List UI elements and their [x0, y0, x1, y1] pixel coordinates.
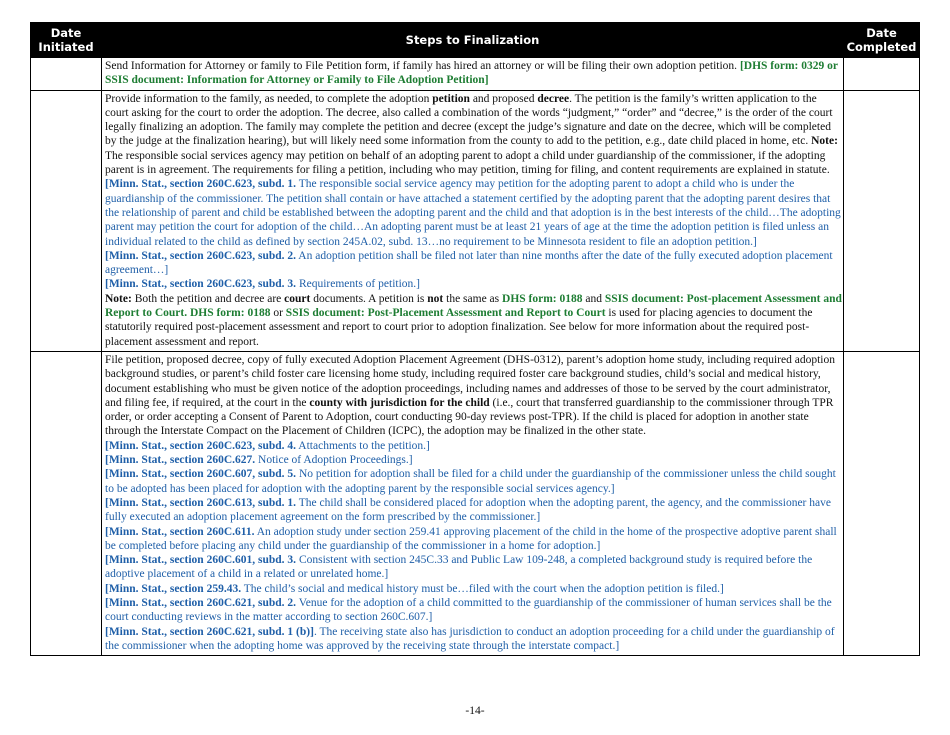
step-paragraph: File petition, proposed decree, copy of fully executed Adoption Placement Agreement (DHS-0312), parent’s adoption home study, including required adoption background studies, or parent’s child foster care licensing home study, including required foster care background studies, child’s social and medical history, document establishing who must be given notice of the adoption proceedings, including names and addresses of those to be served by the court administrator, and filing fee, if required, at the court in the county with jurisdiction for the child (i.e., court that transferred guardianship to the commissioner through TPR order, or order accepting a Consent of Parent to Adoption, court conducting 90-day reviews post-TPR). If the child is placed for adoption in another state through the Interstate Compact on the Placement of Children (ICPC), the adoption may be finalized in the other state.	[105, 353, 835, 438]
date-initiated-cell[interactable]	[31, 90, 102, 351]
statute-citation: [Minn. Stat., section 260C.623, subd. 4. Attachments to the petition.]	[105, 439, 430, 452]
page-number: -14-	[465, 705, 485, 717]
statute-citation: [Minn. Stat., section 259.43. The child’s social and medical history must be…filed with the court when the adoption petition is filed.]	[105, 582, 724, 595]
header-date-initiated: Date Initiated	[31, 23, 102, 58]
statute-citation: [Minn. Stat., section 260C.623, subd. 1. The responsible social service agency may petition for the adopting parent to adopt a child who is under the guardianship of the commissioner. The petition shall contain or have attached a statement certified by the adopting parent that the adopting parent desires that the relationship of parent and child be established between the adopting parent and the child and that adoption is in the best interests of the child…The adopting parent may petition the court for adoption of the child…An adopting parent must be at least 21 years of age at the time the adoption petition is filed unless an individual related to the child as defined by section 245A.02, subd. 13…no requirement to be Minnesota resident to file an adoption petition.]	[105, 178, 841, 248]
table-row	[31, 90, 920, 351]
date-completed-cell[interactable]	[844, 90, 920, 351]
table-row	[31, 58, 920, 91]
date-initiated-cell[interactable]	[31, 351, 102, 655]
date-completed-cell[interactable]	[844, 58, 920, 91]
form-reference: [DHS form: 0329 or SSIS document: Information for Attorney or Family to File Adoption Petition]	[105, 60, 838, 87]
header-date-completed: Date Completed	[844, 23, 920, 58]
step-cell	[102, 90, 844, 351]
statute-citation: [Minn. Stat., section 260C.623, subd. 3. Requirements of petition.]	[105, 278, 420, 291]
step-cell	[102, 58, 844, 91]
statute-citation: [Minn. Stat., section 260C.623, subd. 2. An adoption petition shall be filed not later than nine months after the date of the fully executed adoption placement agreement…]	[105, 249, 833, 277]
statute-citation: [Minn. Stat., section 260C.601, subd. 3. Consistent with section 245C.33 and Public Law 109-248, a completed background study is required before the adoptive placement of a child in a related or unrelated home.]	[105, 554, 813, 581]
step-paragraph: Provide information to the family, as needed, to complete the adoption petition and proposed decree. The petition is the family’s written application to the court asking for the court to order the adoption. The decree, also called a combination of the words “judgment,” “order” and “decree,” is the order of the court legally finalizing an adoption. The family may complete the petition and decree (except the judge’s signature and date on the decree, which will be completed by the judge at the finalization hearing), but will likely need some information from the county to add to the petition, e.g., date child placed in home, etc. Note: The responsible social services agency may petition on behalf of an adopting parent to adopt a child under guardianship of the commissioner, if the adopting parent is in agreement. The requirements for filing a petition, including who may petition, timing for filing, and content requirements are explained in statute.	[105, 92, 838, 177]
header-steps: Steps to Finalization	[102, 23, 844, 58]
statute-citation: [Minn. Stat., section 260C.621, subd. 2. Venue for the adoption of a child committed to the guardianship of the commissioner of human services shall be the court conducting reviews in the matter according to section 260C.607.]	[105, 596, 832, 624]
date-initiated-cell[interactable]	[31, 58, 102, 91]
statute-citation: [Minn. Stat., section 260C.621, subd. 1 (b)]. The receiving state also has jurisdiction to conduct an adoption proceeding for a child under the guardianship of the commissioner when the adopting home was approved by the receiving state through the interstate compact.]	[105, 625, 835, 652]
table-header-row	[31, 23, 920, 58]
statute-citation: [Minn. Stat., section 260C.611. An adoption study under section 259.41 approving placement of the child in the home of the prospective adoptive parent shall be completed before placing any child under the guardianship of the commissioner in a home for adoption.]	[105, 525, 837, 552]
note-paragraph: Note: Both the petition and decree are court documents. A petition is not the same as DHS form: 0188 and SSIS document: Post-placement Assessment and Report to Court. DHS form: 0188 or SSIS document: Post-Placement Assessment and Report to Court is used for placing agencies to document the statutorily required post-placement assessment and report to court prior to adoption finalization. See below for more information about the required post-placement assessment and report.	[105, 292, 842, 348]
statute-citation: [Minn. Stat., section 260C.607, subd. 5. No petition for adoption shall be filed for a child under the guardianship of the commissioner unless the child sought to be adopted has been placed for adoption with the adopting parent by the responsible social services agency.]	[105, 468, 836, 495]
step-cell	[102, 351, 844, 655]
step-text: Send Information for Attorney or family to File Petition form, if family has hired an attorney or will be filing their own adoption petition.	[105, 60, 738, 72]
statute-citation: [Minn. Stat., section 260C.613, subd. 1. The child shall be considered placed for adoption when the adopting parent, the agency, and the commissioner have fully executed an adoption placement agreement on the form prescribed by the commissioner.]	[105, 496, 831, 524]
table-row	[31, 351, 920, 655]
finalization-steps-table	[30, 22, 920, 656]
statute-citation: [Minn. Stat., section 260C.627. Notice of Adoption Proceedings.]	[105, 454, 413, 467]
date-completed-cell[interactable]	[844, 351, 920, 655]
